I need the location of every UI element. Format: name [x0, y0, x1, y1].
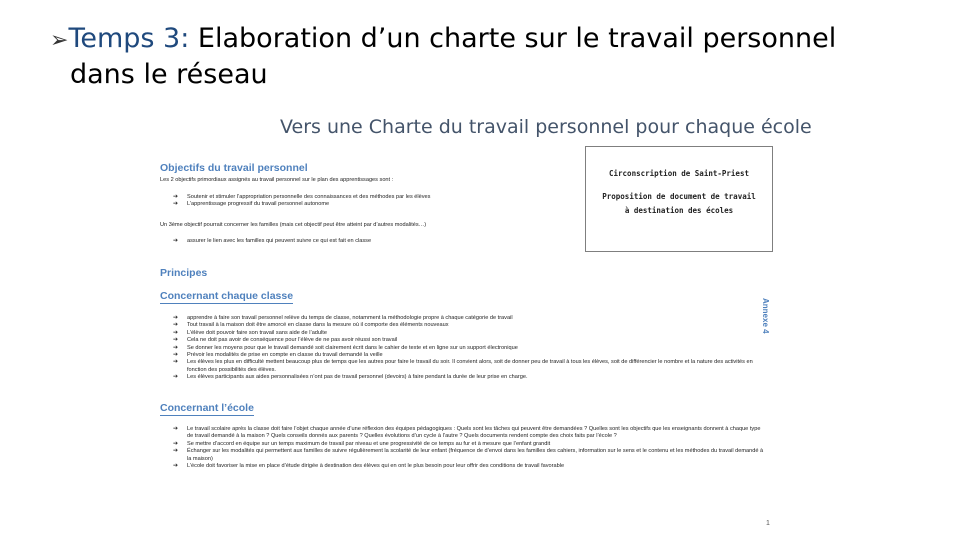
- objectifs-heading: Objectifs du travail personnel: [160, 162, 308, 174]
- arrow-bullet-icon: ➔: [173, 426, 179, 432]
- arrow-bullet-icon: ➔: [173, 440, 179, 447]
- arrow-bullet-icon: ➔: [173, 238, 179, 244]
- arrow-bullet-icon: ➔: [173, 448, 179, 455]
- list-item: ➔ Cela ne doit pas avoir de conséquence pour l’élève de ne pas avoir réussi son travail: [173, 337, 398, 344]
- arrow-bullet-icon: ➔: [173, 201, 179, 208]
- objectifs-third: Un 3ème objectif pourrait concerner les familles (mais cet objectif peut être atteint par d’autres modalités…): [160, 222, 427, 228]
- list-item: ➔ assurer le lien avec les familles qui peuvent suivre ce qui est fait en classe: [173, 238, 372, 244]
- arrow-bullet-icon: ➔: [173, 329, 179, 336]
- info-box-line2: Proposition de document de travail: [602, 192, 756, 201]
- info-box: [585, 146, 773, 252]
- ecole-heading: Concernant l’école: [160, 402, 254, 414]
- list-item: ➔ Les élèves les plus en difficulté mettent beaucoup plus de temps que les autres pour faire le travail du soir. Il convient alors, soit de donner peu de travail à tous les élèves, soit de différencier le nombre et la nature des activités en fonction des possibilités des élèves.: [173, 359, 753, 373]
- arrow-bullet-icon: ➔: [173, 194, 179, 200]
- arrow-bullet-icon: ➔: [173, 374, 179, 381]
- objectifs-third-list: [173, 238, 371, 245]
- list-item: ➔ Les élèves participants aux aides personnalisées n’ont pas de travail personnel (devoirs) à faire pendant la durée de leur prise en charge.: [173, 374, 528, 381]
- list-item: ➔ Prévoir les modalités de prise en compte en classe du travail demandé la veille: [173, 352, 383, 359]
- classe-list: [173, 315, 767, 382]
- title-colon: :: [180, 23, 190, 54]
- objectifs-intro: Les 2 objectifs primordiaux assignés au travail personnel sur le plan des apprentissages sont :: [160, 177, 394, 183]
- arrow-bullet-icon: ➔: [173, 352, 179, 359]
- list-item: ➔ Le travail scolaire après la classe doit faire l’objet chaque année d’une réflexion des équipes pédagogiques : Quels sont les tâches qui peuvent être demandées ? Quelles sont les objectifs que les enseignants donnent à chaque type de travail demandé à la maison ? Quels conseils donnés aux parents ? Quelles évolutions d’un cycle à l’autre ? Quels documents rendent compte des choix faits par l’école ?: [173, 426, 761, 440]
- objectifs-list: [173, 194, 430, 209]
- arrow-bullet-icon: ➔: [173, 463, 179, 470]
- list-item: ➔ L’école doit favoriser la mise en place d’étude dirigée à destination des élèves qui en ont le plus besoin pour leur offrir des conditions de travail favorable: [173, 463, 565, 470]
- list-item: ➔ Se mettre d’accord en équipe sur un temps maximum de travail par niveau et une progressivité de ce temps au fur et à mesure que l’enfant grandit: [173, 440, 551, 447]
- arrow-bullet-icon: ➢: [50, 28, 69, 53]
- document-title: Vers une Charte du travail personnel pour chaque école: [280, 116, 812, 138]
- list-item: ➔ Se donner les moyens pour que le travail demandé soit clairement écrit dans le cahier de texte et en ligne sur un support électronique: [173, 344, 518, 351]
- title-line2: dans le réseau: [70, 59, 268, 90]
- embedded-document: [155, 110, 812, 538]
- arrow-bullet-icon: ➔: [173, 315, 179, 321]
- info-box-line1: Circonscription de Saint-Priest: [609, 169, 749, 178]
- arrow-bullet-icon: ➔: [173, 337, 179, 344]
- page-number: 1: [766, 520, 770, 527]
- ecole-list: [173, 426, 767, 470]
- list-item: ➔ L’élève doit pouvoir faire son travail sans aide de l’adulte: [173, 329, 327, 336]
- list-item: ➔ L’apprentissage progressif du travail personnel autonome: [173, 201, 330, 208]
- title-rest: Elaboration d’un charte sur le travail personnel: [189, 23, 837, 54]
- info-box-line3: à destination des écoles: [624, 206, 734, 215]
- arrow-bullet-icon: ➔: [173, 359, 179, 366]
- list-item: ➔ Échanger sur les modalités qui permettent aux familles de suivre régulièrement la scolarité de leur enfant (fréquence de d’envoi dans les familles des cahiers, information sur le sens et le contenu et les méthodes du travail demandé à la maison): [173, 448, 764, 462]
- arrow-bullet-icon: ➔: [173, 344, 179, 351]
- title-prefix: Temps 3: [68, 23, 181, 54]
- list-item: ➔ Soutenir et stimuler l’appropriation personnelle des connaissances et des méthodes par les élèves: [173, 194, 431, 200]
- list-item: ➔ apprendre à faire son travail personnel relève du temps de classe, notamment la méthodologie propre à chaque catégorie de travail: [173, 315, 513, 321]
- slide-title: [50, 22, 930, 92]
- arrow-bullet-icon: ➔: [173, 322, 179, 329]
- annexe-label: Annexe 4: [761, 298, 770, 334]
- list-item: ➔ Tout travail à la maison doit être amorcé en classe dans la mesure où il comporte des éléments nouveaux: [173, 322, 449, 329]
- classe-heading: Concernant chaque classe: [160, 290, 294, 302]
- principes-heading: Principes: [160, 267, 208, 279]
